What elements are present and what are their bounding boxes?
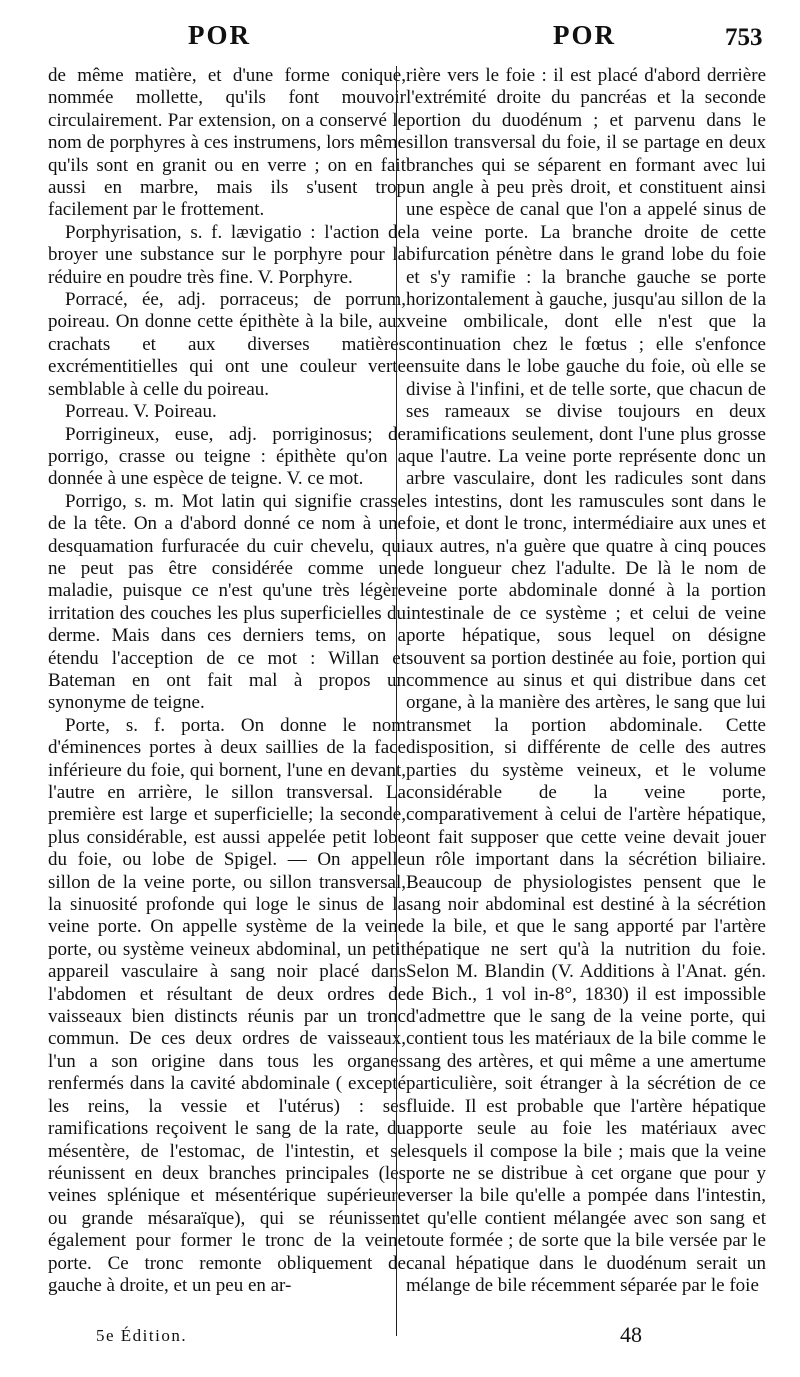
entry-porreau: Porreau. V. Poireau. [65,401,217,423]
entry-porte: Porte, s. f. porta. On donne le nom d'éminences portes à deux saillies de la face inférieure du foie, qui bornent, l'une en devant, l'autre en arrière, le sillon transversal. La première est large et superficielle; la seconde, plus considérable, est aussi appelée petit lobe du foie, ou lobe de Spigel. — On appelle sillon de la veine porte, ou sillon transversal, la sinuosité profonde qui loge le sinus de la veine porte. On appelle système de la veine porte, ou système veineux abdominal, un petit appareil vasculaire à sang noir placé dans l'abdomen et résultant de deux ordres de vaisseaux bien distincts réunis par un tronc commun. De ces deux ordres de vaisseaux, l'un a son origine dans tous les organes renfermés dans la cavité abdominale ( excepté les reins, la vessie et l'utérus) : ses ramifications reçoivent le sang de la rate, du mésentère, de l'estomac, de l'intestin, et se réunissent en deux branches principales (les veines splénique et mésentérique supérieure ou grande mésaraïque), qui se réunissent également pour former le tronc de la veine porte. Ce tronc remonte obliquement de gauche à droite, et un peu en ar- [48,714,406,1296]
running-head-left: POR [188,20,251,50]
running-head-right: POR [553,20,616,50]
signature-mark: 48 [620,1322,642,1347]
edition-note: 5e Édition. [96,1326,188,1345]
column-divider [396,66,397,1336]
entry-porrigineux: Porrigineux, euse, adj. porriginosus; de porrigo, crasse ou teigne : épithète qu'on a donnée à une espèce de teigne. V. ce mot. [48,423,406,490]
page-number: 753 [725,24,763,51]
entry-porte-continuation: rière vers le foie : il est placé d'abord derrière l'extrémité droite du pancréas et la seconde portion du duodénum ; et parvenu dans le sillon transversal du foie, il se partage en deux branches qui se séparent en formant avec lui un angle à peu près droit, et constituent ainsi une espèce de canal que l'on a appelé sinus de la veine porte. La branche droite de cette bifurcation pénètre dans le grand lobe du foie et s'y ramifie : la branche gauche se porte horizontalement à gauche, jusqu'au sillon de la veine ombilicale, dont elle n'est que la continuation chez le fœtus ; elle s'enfonce ensuite dans le lobe gauche du foie, où elle se divise à l'infini, et de telle sorte, que chacun de ses rameaux se divise toujours en deux ramifications seulement, dont l'une plus grosse que l'autre. La veine porte représente donc un arbre vasculaire, dont les radicules sont dans les intestins, dont les ramuscules sont dans le foie, et dont le tronc, intermédiaire aux unes et aux autres, n'a guère que quatre à cinq pouces de longueur chez l'adulte. De là le nom de veine porte abdominale donné à la portion intestinale de ce système ; et celui de veine porte hépatique, sous lequel on désigne souvent sa portion destinée au foie, portion qui commence au sinus et qui distribue dans cet organe, à la manière des artères, le sang que lui transmet la portion abdominale. Cette disposition, si différente de celle des autres parties du système veineux, et le volume considérable de la veine porte, comparativement à celui de l'artère hépatique, ont fait supposer que cette veine devait jouer un rôle important dans la sécrétion biliaire. Beaucoup de physiologistes pensent que le sang noir abdominal est destiné à la sécrétion de la bile, et que le sang apporté par l'artère hépatique ne sert qu'à la nutrition du foie. Selon M. Blandin (V. Additions à l'Anat. gén. de Bich., 1 vol in-8°, 1830) il est impossible d'admettre que le sang de la veine porte, qui contient tous les matériaux de la bile comme le sang des artères, et qui même a une amertume particulière, soit étranger à la sécrétion de ce fluide. Il est probable que l'artère hépatique apporte seule au foie les matériaux avec lesquels il compose la bile ; mais que la veine porte ne se distribue à cet organe que pour y verser la bile qu'elle a pompée dans l'intestin, et qu'elle contient mélangée avec son sang et toute formée ; de sorte que la bile versée par le canal hépatique dans le duodénum serait un mélange de bile récemment séparée par le foie [406,65,766,1296]
entry-porphyre-continuation: de même matière, et d'une forme conique, nommée mollette, qu'ils font mouvoir circulairement. Par extension, on a conservé le nom de porphyres à ces instrumens, lors même qu'ils sont en granit ou en verre ; on en fait aussi en marbre, mais ils s'usent trop facilement par le frottement. [48,65,406,221]
right-column [406,65,766,1297]
entry-porphyrisation: Porphyrisation, s. f. lævigatio : l'action de broyer une substance sur le porphyre pour la réduire en poudre très fine. V. Porphyre. [48,221,406,288]
entry-porrigo: Porrigo, s. m. Mot latin qui signifie crasse de la tête. On a d'abord donné ce nom à une desquamation furfuracée du cuir chevelu, qui ne peut pas être considérée comme une maladie, puisque ce n'est qu'une très légère irritation des couches les plus superficielles du derme. Mais dans ces derniers tems, on a étendu l'acception de ce mot : Willan et Bateman en ont fait mal à propos un synonyme de teigne. [48,490,406,714]
left-column [48,65,406,1297]
entry-porrace: Porracé, ée, adj. porraceus; de porrum, poireau. On donne cette épithète à la bile, aux crachats et aux diverses matières excrémentitielles qui ont une couleur verte semblable à celle du poireau. [48,289,406,400]
